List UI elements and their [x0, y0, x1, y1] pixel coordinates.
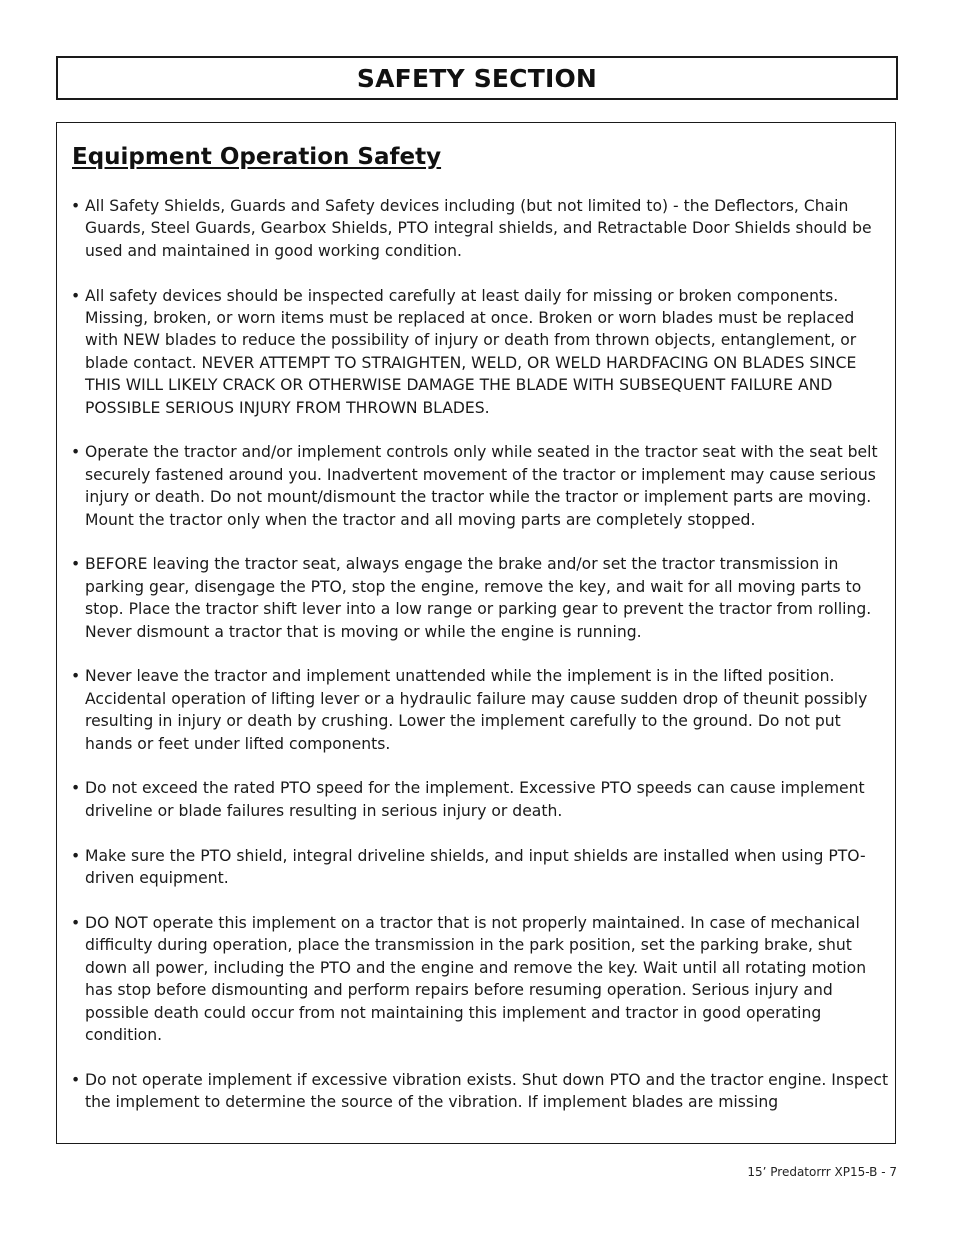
bullet-item: [71, 777, 891, 822]
bullet-text: Operate the tractor and/or implement controls only while seated in the tractor seat with the seat belt securely fastened around you. Inadvertent movement of the tractor or implement may cause serious injury or death. Do not mount/dismount the tractor while the tractor or implement parts are moving. Mount the tractor only when the tractor and all moving parts are completely stopped.: [85, 443, 878, 529]
bullet-mark: •: [71, 1070, 81, 1089]
bullet-item: [71, 285, 891, 419]
bullet-item: [71, 845, 891, 890]
bullet-mark: •: [71, 779, 81, 798]
bullet-item: [71, 195, 891, 262]
bullet-mark: •: [71, 667, 81, 686]
bullet-text: Do not operate implement if excessive vibration exists. Shut down PTO and the tractor engine. Inspect the implement to determine the source of the vibration. If implement blades are missing: [85, 1070, 889, 1112]
section-title: SAFETY SECTION: [356, 63, 598, 93]
section-banner: [56, 56, 898, 100]
bullet-text: All Safety Shields, Guards and Safety devices including (but not limited to) - the Deflectors, Chain Guards, Steel Guards, Gearbox Shields, PTO integral shields, and Retractable Door Shields should be used and maintained in good working condition.: [85, 197, 872, 260]
content-box: [56, 122, 896, 1144]
bullet-text: All safety devices should be inspected carefully at least daily for missing or broken components. Missing, broken, or worn items must be replaced at once. Broken or worn blades must be replaced with NEW blades to reduce the possibility of injury or death from thrown objects, entanglement, or blade contact. NEVER ATTEMPT TO STRAIGHTEN, WELD, OR WELD HARDFACING ON BLADES SINCE THIS WILL LIKELY CRACK OR OTHERWISE DAMAGE THE BLADE WITH SUBSEQUENT FAILURE AND POSSIBLE SERIOUS INJURY FROM THROWN BLADES.: [85, 286, 857, 417]
bullet-item: [71, 1069, 891, 1114]
bullet-mark: •: [71, 286, 81, 305]
bullet-list: [71, 195, 891, 1136]
bullet-mark: •: [71, 846, 81, 865]
bullet-text: BEFORE leaving the tractor seat, always engage the brake and/or set the tractor transmission in parking gear, disengage the PTO, stop the engine, remove the key, and wait for all moving parts to stop. Place the tractor shift lever into a low range or parking gear to prevent the tractor from rolling. Never dismount a tractor that is moving or while the engine is running.: [85, 555, 872, 641]
bullet-mark: •: [71, 913, 81, 932]
page-footer: 15’ Predatorrr XP15-B - 7: [747, 1165, 897, 1179]
bullet-item: [71, 912, 891, 1046]
bullet-text: Never leave the tractor and implement unattended while the implement is in the lifted position. Accidental operation of lifting lever or a hydraulic failure may cause sudden drop of theunit possibly resulting in injury or death by crushing. Lower the implement carefully to the ground. Do not put hands or feet under lifted components.: [85, 667, 868, 753]
bullet-text: Make sure the PTO shield, integral driveline shields, and input shields are installed when using PTO-driven equipment.: [85, 846, 866, 888]
bullet-mark: •: [71, 555, 81, 574]
bullet-mark: •: [71, 443, 81, 462]
bullet-text: Do not exceed the rated PTO speed for the implement. Excessive PTO speeds can cause implement driveline or blade failures resulting in serious injury or death.: [85, 779, 865, 820]
bullet-item: [71, 553, 891, 643]
bullet-text: DO NOT operate this implement on a tractor that is not properly maintained. In case of mechanical difficulty during operation, place the transmission in the park position, set the parking brake, shut down all power, including the PTO and the engine and remove the key. Wait until all rotating motion has stop before dismounting and perform repairs before resuming operation. Serious injury and possible death could occur from not maintaining this implement and tractor in good operating condition.: [85, 913, 867, 1044]
content-title: Equipment Operation Safety: [72, 144, 442, 170]
bullet-item: [71, 441, 891, 531]
bullet-mark: •: [71, 197, 81, 215]
bullet-item: [71, 665, 891, 755]
